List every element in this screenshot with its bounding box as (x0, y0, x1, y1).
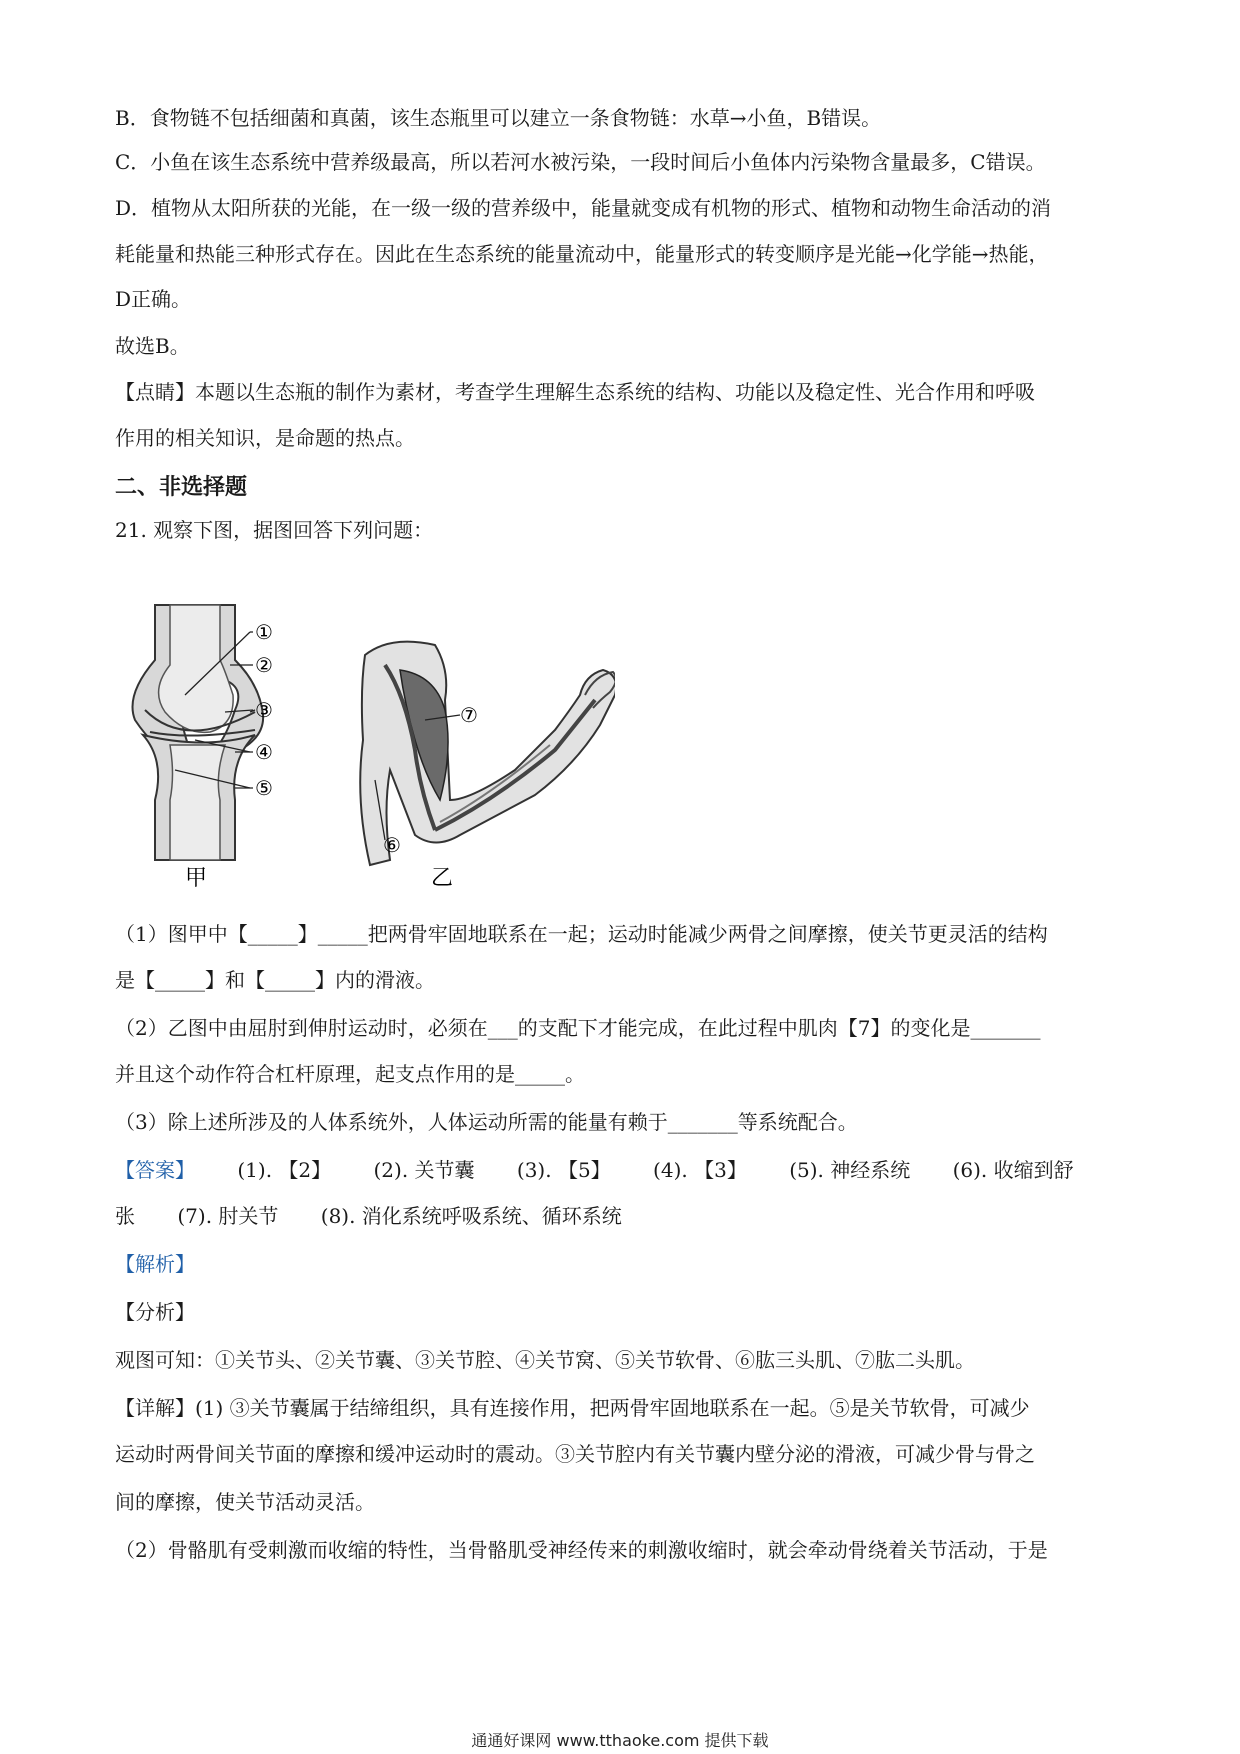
text-line-d2: 耗能量和热能三种形式存在。因此在生态系统的能量流动中，能量形式的转变顺序是光能→化学能→热能， (115, 242, 1049, 266)
answer-item: (2). 关节囊 (373, 1158, 475, 1182)
page-footer: 通通好课网 www.tthaoke.com 提供下载 (471, 1731, 769, 1750)
question-21: 21. 观察下图，据图回答下列问题： (115, 518, 434, 542)
answer-item: (7). 肘关节 (177, 1204, 279, 1228)
answer-item: (8). 消化系统呼吸系统、循环系统 (320, 1204, 622, 1228)
answer-item: (4). 【3】 (653, 1158, 747, 1182)
marker-6: ⑥ (383, 833, 401, 857)
xiangjie-line-2: 运动时两骨间关节面的摩擦和缓冲运动时的震动。③关节腔内有关节囊内壁分泌的滑液，可减少骨与骨之 (115, 1442, 1035, 1466)
question-21-part2a: （2）乙图中由屈肘到伸肘运动时，必须在___的支配下才能完成，在此过程中肌肉【7】的变化是_______ (115, 1016, 1041, 1040)
answer-item: (1). 【2】 (237, 1158, 332, 1182)
xiangjie-line-3: 间的摩擦，使关节活动灵活。 (115, 1490, 375, 1514)
text-line-dianjing2: 作用的相关知识，是命题的热点。 (115, 426, 415, 450)
marker-labels-jia (255, 620, 273, 800)
text-line-d1: D．植物从太阳所获的光能，在一级一级的营养级中，能量就变成有机物的形式、植物和动物生命活动的消 (115, 196, 1052, 220)
question-21-part1a: （1）图甲中【_____】_____把两骨牢固地联系在一起；运动时能减少两骨之间摩擦，使关节更灵活的结构 (115, 922, 1048, 946)
answer-row-1 (115, 1156, 1130, 1184)
xiangjie-line-4: （2）骨骼肌有受刺激而收缩的特性，当骨骼肌受神经传来的刺激收缩时，就会牵动骨绕着关节活动，于是 (115, 1538, 1048, 1562)
jiexi-label: 【解析】 (115, 1252, 195, 1276)
xiangjie-line-1: 【详解】(1) ③关节囊属于结缔组织，具有连接作用，把两骨牢固地联系在一起。⑤是关节软骨，可减少 (115, 1396, 1030, 1420)
answer-item: (3). 【5】 (516, 1158, 611, 1182)
section-heading: 二、非选择题 (115, 475, 248, 500)
label-jia: 甲 (185, 866, 208, 890)
answer-item: (5). 神经系统 (789, 1158, 911, 1182)
text-line-dianjing1: 【点睛】本题以生态瓶的制作为素材，考查学生理解生态系统的结构、功能以及稳定性、光合作用和呼吸 (115, 380, 1035, 404)
text-line-d3: D正确。 (115, 287, 192, 311)
fenxi-label: 【分析】 (115, 1300, 195, 1324)
marker-3: ③ (255, 698, 273, 722)
question-21-part2b: 并且这个动作符合杠杆原理，起支点作用的是_____。 (115, 1062, 585, 1086)
question-21-part3: （3）除上述所涉及的人体系统外，人体运动所需的能量有赖于_______等系统配合。 (115, 1110, 858, 1134)
text-line-b: B．食物链不包括细菌和真菌，该生态瓶里可以建立一条食物链：水草→小鱼，B错误。 (115, 106, 882, 130)
marker-2: ② (255, 653, 273, 677)
marker-4: ④ (255, 740, 273, 764)
answer-item: 张 (115, 1204, 135, 1228)
marker-1: ① (255, 620, 273, 644)
answer-item: (6). 收缩到舒 (952, 1158, 1074, 1182)
answer-row-2 (115, 1202, 1130, 1230)
text-line-choice: 故选B。 (115, 334, 190, 358)
answer-label: 【答案】 (115, 1158, 195, 1182)
knee-joint-diagram (133, 605, 273, 890)
label-yi: 乙 (431, 866, 454, 890)
text-line-c: C．小鱼在该生态系统中营养级最高，所以若河水被污染，一段时间后小鱼体内污染物含量最多，C错误。 (115, 150, 1046, 174)
arm-diagram (360, 642, 615, 890)
guantu-line: 观图可知：①关节头、②关节囊、③关节腔、④关节窝、⑤关节软骨、⑥肱三头肌、⑦肱二头肌。 (115, 1348, 975, 1372)
marker-5: ⑤ (255, 776, 273, 800)
marker-7: ⑦ (460, 703, 478, 727)
question-21-part1b: 是【_____】和【_____】内的滑液。 (115, 968, 435, 992)
joint-figure (115, 600, 615, 890)
